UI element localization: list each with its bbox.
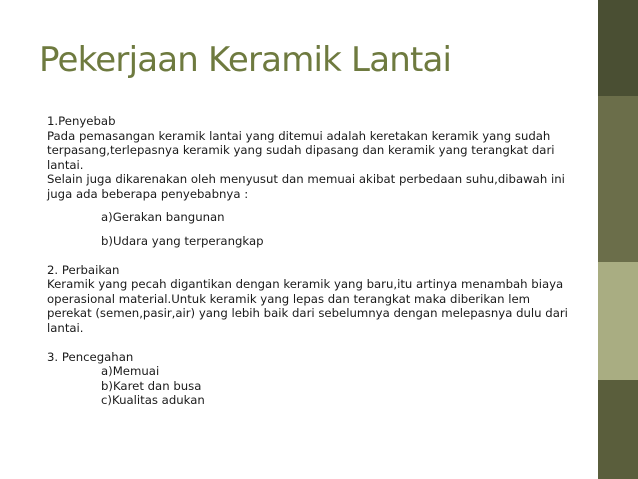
paragraph-line: perekat (semen,pasir,air) yang lebih baik dari sebelumnya dengan melepasnya dulu dari xyxy=(47,306,568,320)
paragraph-line: terpasang,terlepasnya keramik yang sudah dipasang dan keramik yang terangkat dari xyxy=(47,143,555,157)
paragraph-line: Selain juga dikarenakan oleh menyusut dan memuai akibat perbedaan suhu,dibawah ini xyxy=(47,172,565,186)
list-item: c)Kualitas adukan xyxy=(101,393,205,407)
paragraph-line: Keramik yang pecah digantikan dengan keramik yang baru,itu artinya menambah biaya xyxy=(47,277,564,291)
sidebar-band xyxy=(598,96,638,262)
section-heading-perbaikan: 2. Perbaikan xyxy=(47,262,120,277)
sidebar-band xyxy=(598,0,638,96)
list-item: a)Memuai xyxy=(101,364,160,378)
paragraph-line: lantai. xyxy=(47,320,84,335)
list-item: a)Gerakan bangunan xyxy=(101,210,225,224)
sidebar-band xyxy=(598,380,638,479)
paragraph-line: lantai. xyxy=(47,157,84,172)
sidebar-band xyxy=(598,262,638,380)
paragraph-line: operasional material.Untuk keramik yang lepas dan terangkat maka diberikan lem xyxy=(47,291,531,306)
section-heading-pencegahan: 3. Pencegahan xyxy=(47,349,134,364)
paragraph-line: juga ada beberapa penyebabnya : xyxy=(47,186,249,201)
decorative-sidebar xyxy=(598,0,638,479)
slide-body xyxy=(47,114,602,408)
list-item: b)Udara yang terperangkap xyxy=(101,233,264,248)
list-item: b)Karet dan busa xyxy=(101,378,202,393)
paragraph-line: Pada pemasangan keramik lantai yang ditemui adalah keretakan keramik yang sudah xyxy=(47,128,551,143)
slide-title: Pekerjaan Keramik Lantai xyxy=(39,40,452,80)
section-heading-penyebab: 1.Penyebab xyxy=(47,114,116,128)
